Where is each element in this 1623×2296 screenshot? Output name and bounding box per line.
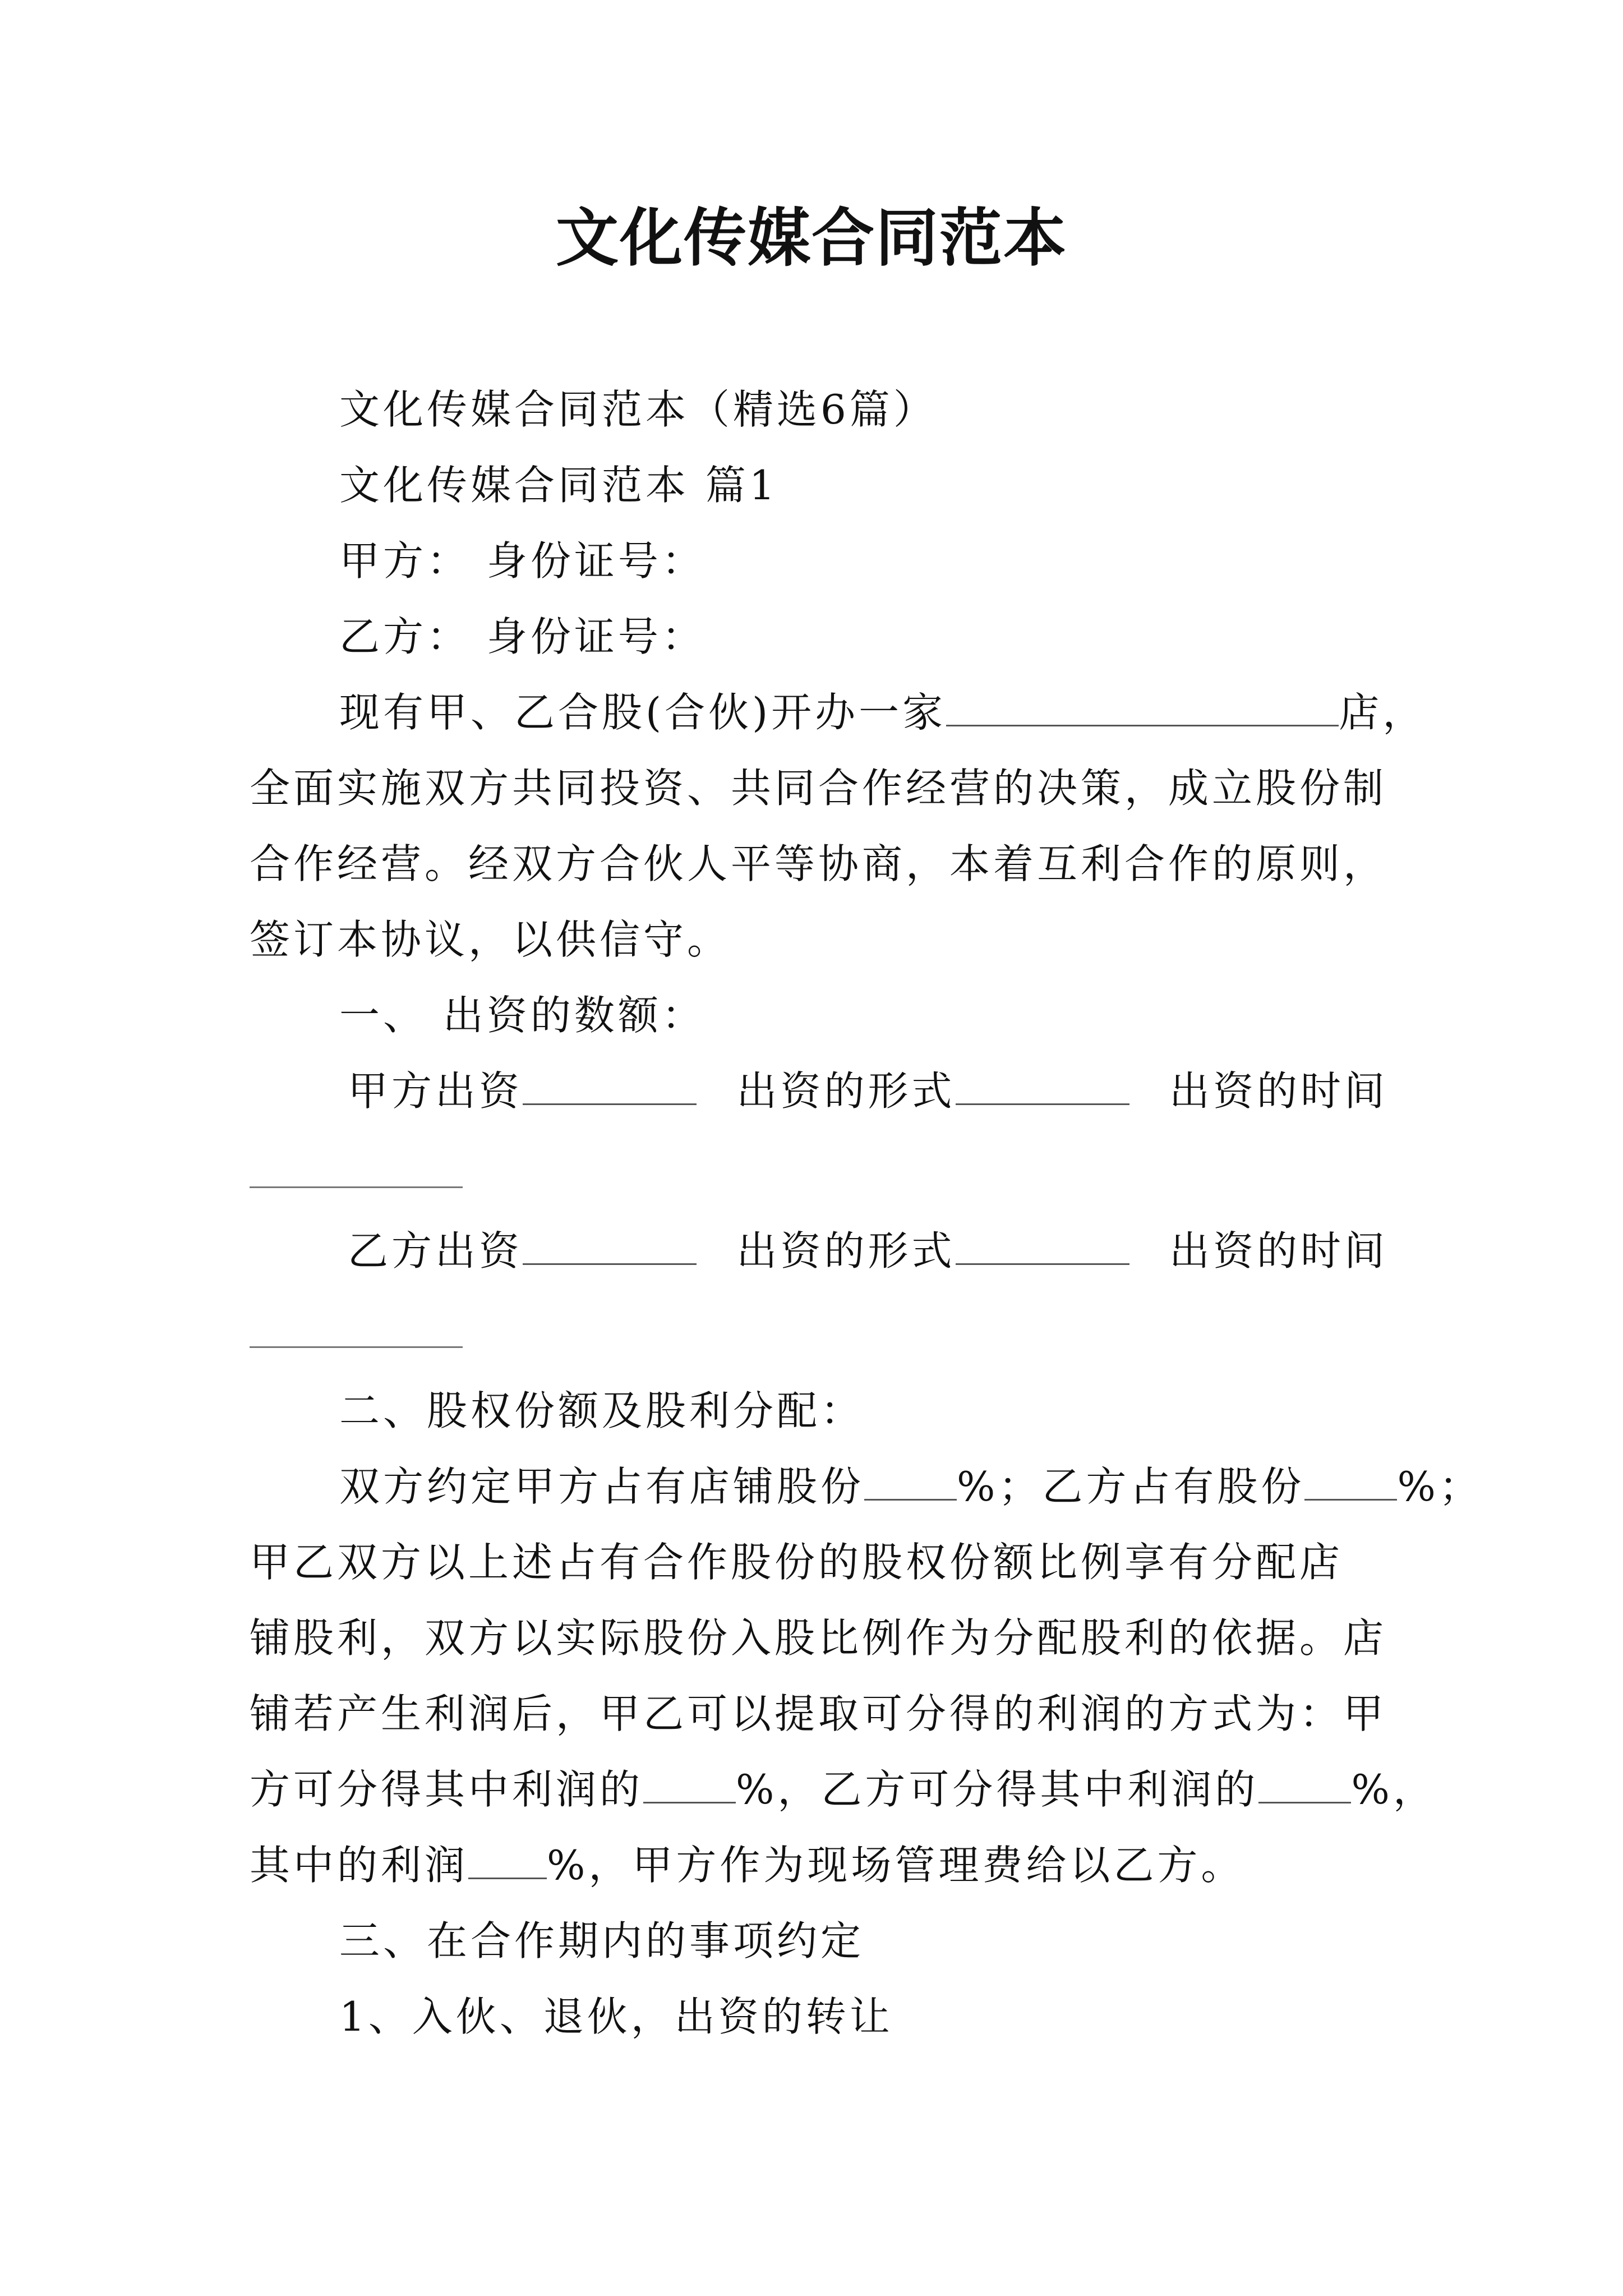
fill-blank[interactable] [956,1228,1129,1265]
section-heading: 三、在合作期内的事项约定 [339,1917,865,1964]
section-heading: 二、股权份额及股利分配： [339,1387,865,1434]
paragraph-line: 铺若产生利润后，甲乙可以提取可分得的利润的方式为：甲 [250,1690,1387,1737]
section-heading: 文化传媒合同范本 篇1 [339,462,778,509]
fill-blank[interactable] [1304,1464,1397,1501]
fill-blank[interactable] [523,1228,697,1265]
paragraph-line [339,684,1426,740]
paragraph-line [250,1837,1244,1893]
subtitle-line: 文化传媒合同范本（精选6篇） [339,386,937,433]
fill-blank[interactable] [864,1464,957,1501]
text-run: 双方约定甲方占有店铺股份 [339,1463,865,1510]
investment-row-b [348,1223,1388,1279]
fill-blank[interactable] [250,1186,463,1188]
document-title: 文化传媒合同范本 [556,201,1067,275]
text-run: 店， [1339,689,1427,736]
text-run: 现有甲、乙合股(合伙)开办一家 [339,689,947,736]
paragraph-line: 甲乙双方以上述占有合作股份的股权份额比例享有分配店 [250,1539,1344,1586]
paragraph-line: 铺股利，双方以实际股份入股比例作为分配股利的依据。店 [250,1614,1387,1662]
paragraph-line [250,1761,1437,1818]
text-run: %；乙方占有股份 [957,1463,1305,1510]
text-run: 出资的时间 [1169,1068,1388,1115]
text-run: 出资的时间 [1169,1227,1388,1274]
section-heading: 一、 出资的数额： [339,992,706,1039]
paragraph-line: 全面实施双方共同投资、共同合作经营的决策，成立股份制 [250,765,1387,812]
text-run: 甲方出资 [348,1068,523,1115]
text-run: %，甲方作为现场管理费给以乙方。 [547,1842,1245,1889]
text-run: %，乙方可分得其中利润的 [736,1766,1259,1813]
list-item: 1、入伙、退伙，出资的转让 [339,1993,893,2040]
party-b-line: 乙方： 身份证号： [339,613,706,660]
paragraph-line: 合作经营。经双方合伙人平等协商，本着互利合作的原则， [250,840,1387,887]
fill-blank[interactable] [956,1069,1129,1105]
text-run: 其中的利润 [250,1842,469,1889]
fill-blank[interactable] [250,1346,463,1348]
text-run: %； [1397,1463,1483,1510]
fill-blank[interactable] [643,1767,736,1803]
text-run: 方可分得其中利润的 [250,1766,644,1813]
paragraph-line: 签订本协议，以供信守。 [250,916,731,963]
paragraph-line [339,1458,1483,1515]
investment-row-a [348,1063,1388,1119]
party-a-line: 甲方： 身份证号： [339,537,706,585]
fill-blank[interactable] [946,690,1339,726]
text-run: %， [1351,1766,1437,1813]
fill-blank[interactable] [523,1069,697,1105]
text-run: 出资的形式 [736,1227,956,1274]
fill-blank[interactable] [1258,1767,1351,1803]
text-run: 出资的形式 [736,1068,956,1115]
fill-blank[interactable] [468,1843,547,1879]
text-run: 乙方出资 [348,1227,523,1274]
